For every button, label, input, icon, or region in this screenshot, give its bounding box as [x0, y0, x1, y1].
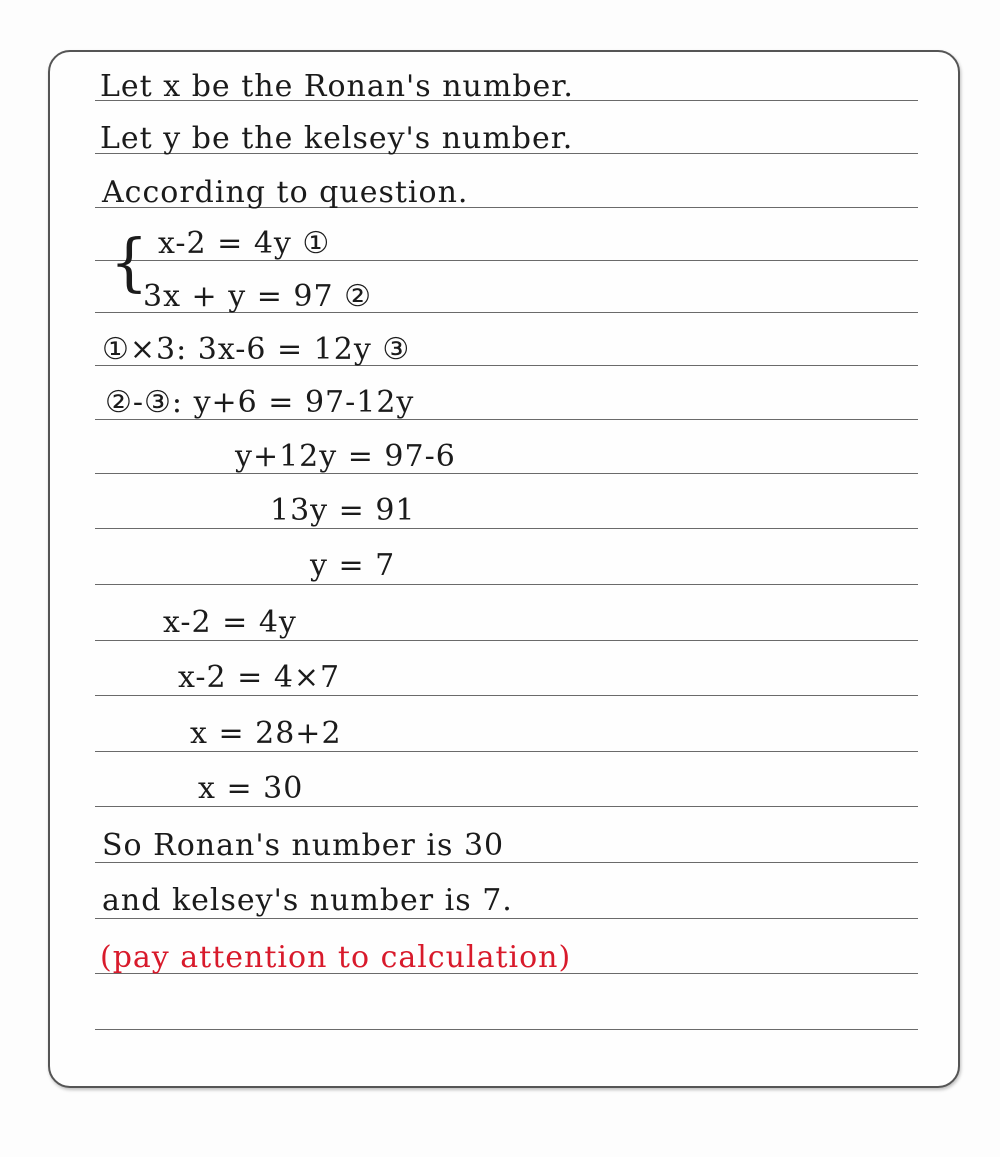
equation-2: 3x + y = 97 ②	[143, 279, 372, 314]
rule-line	[95, 640, 918, 641]
equation-system-brace: {	[110, 226, 149, 300]
result-x: x = 30	[198, 771, 304, 806]
step-subtract: ②-③: y+6 = 97-12y	[105, 385, 415, 420]
line-define-y: Let y be the kelsey's number.	[100, 121, 574, 156]
rule-line	[95, 918, 918, 919]
substitute-value: x-2 = 4×7	[178, 660, 341, 695]
step-combine: 13y = 91	[270, 493, 416, 528]
step-collect: y+12y = 97-6	[235, 439, 456, 474]
rule-line	[95, 528, 918, 529]
rule-line	[95, 695, 918, 696]
solve-x: x = 28+2	[190, 716, 342, 751]
rule-line	[95, 1029, 918, 1030]
rule-line	[95, 473, 918, 474]
line-according: According to question.	[102, 175, 469, 210]
step-multiply: ①×3: 3x-6 = 12y ③	[102, 332, 411, 367]
teacher-note: (pay attention to calculation)	[100, 940, 572, 975]
conclusion-kelsey: and kelsey's number is 7.	[102, 883, 513, 918]
rule-line	[95, 751, 918, 752]
conclusion-ronan: So Ronan's number is 30	[102, 828, 505, 863]
result-y: y = 7	[310, 548, 396, 583]
equation-1: x-2 = 4y ①	[158, 226, 331, 261]
line-define-x: Let x be the Ronan's number.	[100, 69, 574, 104]
rule-line	[95, 584, 918, 585]
substitute-equation: x-2 = 4y	[163, 605, 297, 640]
rule-line	[95, 806, 918, 807]
